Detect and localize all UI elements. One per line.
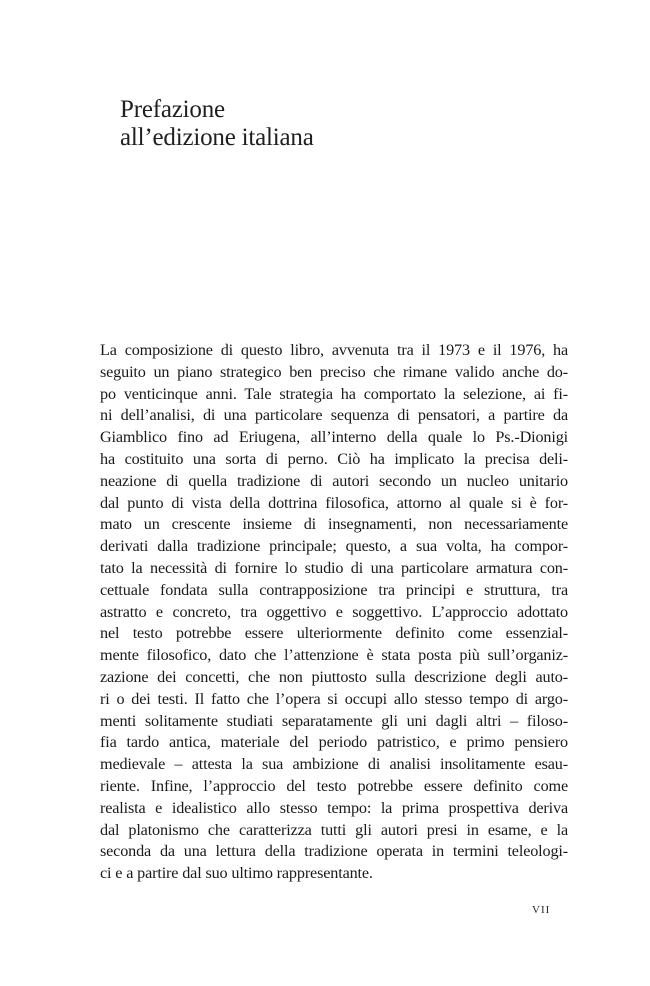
text-line: mente filosofico, dato che l’attenzione è stata posta più sull’organiz-	[100, 646, 568, 665]
preface-paragraph	[100, 340, 568, 885]
text-line: fia tardo antica, materiale del periodo patristico, e primo pensiero	[100, 733, 568, 752]
text-line: seconda da una lettura della tradizione operata in termini teleologi-	[100, 842, 568, 861]
text-line: ci e a partire dal suo ultimo rappresentante.	[100, 864, 373, 883]
text-line: po venticinque anni. Tale strategia ha comportato la selezione, ai fi-	[100, 384, 568, 403]
text-line: Giamblico fino ad Eriugena, all’interno della quale lo Ps.-Dionigi	[100, 428, 568, 447]
text-line: ni dell’analisi, di una particolare sequenza di pensatori, a partire da	[100, 406, 568, 425]
text-line: realista e idealistico allo stesso tempo: la prima prospettiva deriva	[100, 798, 568, 817]
text-line: tato la necessità di fornire lo studio di una particolare armatura con-	[100, 558, 568, 577]
text-line: neazione di quella tradizione di autori secondo un nucleo unitario	[100, 471, 568, 490]
page-title-line-2: all’edizione italiana	[120, 124, 314, 151]
text-line: cettuale fondata sulla contrapposizione tra principi e struttura, tra	[100, 580, 568, 599]
text-line: ha costituito una sorta di perno. Ciò ha implicato la precisa deli-	[100, 449, 568, 468]
text-line: dal platonismo che caratterizza tutti gli autori presi in esame, e la	[100, 820, 568, 839]
text-line: dal punto di vista della dottrina filosofica, attorno al quale si è for-	[100, 493, 568, 512]
text-line: menti solitamente studiati separatamente gli uni dagli altri – filoso-	[100, 711, 568, 730]
text-line: La composizione di questo libro, avvenuta tra il 1973 e il 1976, ha	[100, 341, 568, 359]
text-line: seguito un piano strategico ben preciso che rimane valido anche do-	[100, 362, 568, 381]
text-line: astratto e concreto, tra oggettivo e soggettivo. L’approccio adottato	[100, 602, 568, 621]
text-line: riente. Infine, l’approccio del testo potrebbe essere definito come	[100, 776, 568, 795]
text-line: derivati dalla tradizione principale; questo, a sua volta, ha compor-	[100, 537, 568, 556]
text-line: mato un crescente insieme di insegnamenti, non necessariamente	[100, 515, 568, 534]
text-line: ri o dei testi. Il fatto che l’opera si occupi allo stesso tempo di argo-	[100, 689, 568, 708]
text-line: nel testo potrebbe essere ulteriormente definito come essenzial-	[100, 624, 568, 643]
text-line: zazione dei concetti, che non piuttosto sulla descrizione degli auto-	[100, 667, 568, 686]
page-title	[120, 96, 314, 152]
text-line: medievale – attesta la sua ambizione di analisi insolitamente esau-	[100, 755, 568, 774]
page-number: VII	[532, 904, 551, 916]
page-title-line-1: Prefazione	[120, 96, 225, 123]
